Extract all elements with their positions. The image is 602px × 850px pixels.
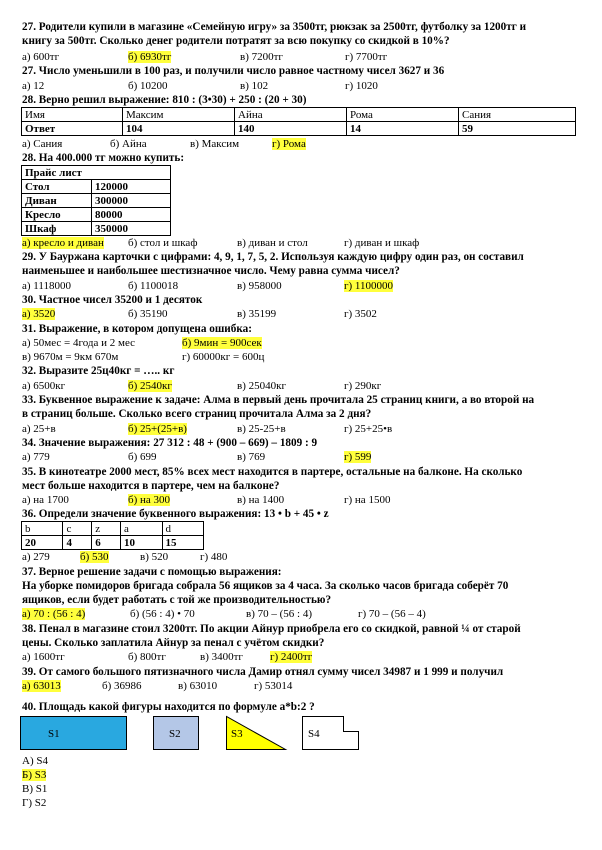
q28a-header: Имя	[22, 108, 123, 122]
q36-opt-d: г) 480	[200, 551, 228, 563]
q33-line1: 33. Буквенное выражение к задаче: Алма в первый день прочитала 25 страниц книги, а во второй на	[22, 394, 535, 406]
q28a-line1: 28. Верно решил выражение: 810 : (3•30) + 250 : (20 + 30)	[22, 94, 307, 106]
q35-line1: 35. В кинотеатре 2000 мест, 85% всех мест находится в партере, остальные на балконе. На сколько	[22, 466, 523, 478]
price-list-title: Прайс лист	[22, 166, 171, 180]
q35-opt-c: в) на 1400	[237, 494, 285, 506]
q35-opt-b: б) на 300	[128, 494, 171, 506]
q29-opt-b: б) 1100018	[128, 280, 179, 292]
q35-opt-d: г) на 1500	[344, 494, 391, 506]
price-item-value: 300000	[92, 194, 171, 208]
q28b-opt-c: в) диван и стол	[237, 237, 308, 249]
price-item-value: 350000	[92, 222, 171, 236]
q27-opt-a: а) 600тг	[22, 51, 60, 63]
shape-s1-label: S1	[48, 728, 60, 740]
price-item-value: 120000	[92, 180, 171, 194]
q39-opt-d: г) 53014	[254, 680, 293, 692]
q28b-opt-b: б) стол и шкаф	[128, 237, 198, 249]
q32-opt-b: б) 2540кг	[128, 380, 172, 392]
q28a-opt-a: а) Сания	[22, 138, 63, 150]
price-item-name: Диван	[22, 194, 92, 208]
q27b-line1: 27. Число уменьшили в 100 раз, и получили число равное частному чисел 3627 и 36	[22, 65, 445, 77]
q36-header: c	[63, 522, 92, 536]
q28b-opt-d: г) диван и шкаф	[344, 237, 420, 249]
q28a-cell: 14	[347, 122, 459, 136]
q29-opt-a: а) 1118000	[22, 280, 71, 292]
q36-line1: 36. Определи значение буквенного выражения: 13 • b + 45 • z	[22, 508, 329, 520]
q28a-opt-b: б) Айна	[110, 138, 147, 150]
q27b-opt-a: а) 12	[22, 80, 45, 92]
price-item-value: 80000	[92, 208, 171, 222]
q34-opt-c: в) 769	[237, 451, 266, 463]
q27-line2: книгу за 500тг. Сколько денег родители потратят за всю покупку со скидкой в 10%?	[22, 35, 450, 47]
q35-line2: мест больше находится в партере, чем на балконе?	[22, 480, 280, 492]
q27b-opt-c: в) 102	[240, 80, 269, 92]
shape-s3-label: S3	[231, 728, 243, 740]
q29-line2: наименьшее и наибольшее шестизначное число. Чему равна сумма чисел?	[22, 265, 400, 277]
q31-line1: 31. Выражение, в котором допущена ошибка:	[22, 323, 252, 335]
shapes-figure	[20, 713, 395, 755]
shape-s4-label: S4	[308, 728, 320, 740]
q31-opt-a: а) 50мес = 4года и 2 мес	[22, 337, 136, 349]
q36-opt-c: в) 520	[140, 551, 169, 563]
q28a-opt-d: г) Рома	[272, 138, 306, 150]
q40-opt-c: В) S1	[22, 783, 48, 795]
q28a-table	[21, 107, 576, 136]
q38-line2: цены. Сколько заплатила Айнур за пенал с учётом скидки?	[22, 637, 325, 649]
q32-line1: 32. Выразите 25ц40кг = ….. кг	[22, 365, 175, 377]
q34-opt-b: б) 699	[128, 451, 157, 463]
q32-opt-d: г) 290кг	[344, 380, 382, 392]
q39-opt-c: в) 63010	[178, 680, 218, 692]
q31-opt-b: б) 9мин = 900сек	[182, 337, 262, 349]
price-item-name: Стол	[22, 180, 92, 194]
q31-opt-d: г) 60000кг = 600ц	[182, 351, 265, 363]
q38-opt-d: г) 2400тг	[270, 651, 313, 663]
q37-opt-a: а) 70 : (56 : 4)	[22, 608, 86, 620]
q36-cell: 15	[162, 536, 204, 550]
q28a-header: Сания	[459, 108, 576, 122]
q30-opt-d: г) 3502	[344, 308, 377, 320]
q36-table	[21, 521, 204, 550]
q28b-opt-a: а) кресло и диван	[22, 237, 104, 249]
q36-header: a	[121, 522, 162, 536]
q28a-cell: 104	[123, 122, 235, 136]
q38-line1: 38. Пенал в магазине стоил 3200тг. По акции Айнур приобрела его со скидкой, равной ¼ от старой	[22, 623, 521, 635]
q36-cell: 4	[63, 536, 92, 550]
q28a-opt-c: в) Максим	[190, 138, 240, 150]
q36-header: b	[22, 522, 63, 536]
price-list-table	[21, 165, 171, 236]
q38-opt-c: в) 3400тг	[200, 651, 243, 663]
q28a-header: Айна	[235, 108, 347, 122]
q39-opt-b: б) 36986	[102, 680, 142, 692]
q27b-opt-b: б) 10200	[128, 80, 168, 92]
q32-opt-a: а) 6500кг	[22, 380, 66, 392]
q36-opt-a: а) 279	[22, 551, 50, 563]
q37-line3: ящиков, если будет работать с той же производительностью?	[22, 594, 332, 606]
q33-line2: в страниц больше. Сколько всего страниц прочитала Алма за 2 дня?	[22, 408, 372, 420]
q36-cell: 6	[92, 536, 121, 550]
q30-opt-b: б) 35190	[128, 308, 168, 320]
q27-opt-b: б) 6930тг	[128, 51, 172, 63]
q36-opt-b: б) 530	[80, 551, 109, 563]
q38-opt-b: б) 800тг	[128, 651, 166, 663]
q36-cell: 10	[121, 536, 162, 550]
q29-opt-c: в) 958000	[237, 280, 282, 292]
q40-line1: 40. Площадь какой фигуры находится по формуле а*b:2 ?	[22, 701, 315, 713]
q35-opt-a: а) на 1700	[22, 494, 69, 506]
q34-opt-a: а) 779	[22, 451, 50, 463]
q34-opt-d: г) 599	[344, 451, 372, 463]
q30-opt-a: а) 3520	[22, 308, 56, 320]
q27b-opt-d: г) 1020	[345, 80, 378, 92]
q27-line1: 27. Родители купили в магазине «Семейную игру» за 3500тг, рюкзак за 2500тг, футболку за 1200тг и	[22, 21, 527, 33]
shape-s2-label: S2	[169, 728, 181, 740]
q28a-cell: Ответ	[22, 122, 123, 136]
q28b-line1: 28. На 400.000 тг можно купить:	[22, 152, 185, 164]
q37-line2: На уборке помидоров бригада собрала 56 ящиков за 4 часа. За сколько часов бригада соберёт 70	[22, 580, 509, 592]
q40-opt-b: Б) S3	[22, 769, 47, 781]
q27-opt-c: в) 7200тг	[240, 51, 283, 63]
q36-header: z	[92, 522, 121, 536]
price-item-name: Кресло	[22, 208, 92, 222]
q38-opt-a: а) 1600тг	[22, 651, 65, 663]
q28a-cell: 140	[235, 122, 347, 136]
q33-opt-d: г) 25+25•в	[344, 423, 393, 435]
q36-cell: 20	[22, 536, 63, 550]
shape-s1	[21, 717, 127, 750]
q31-opt-c: в) 9670м = 9км 670м	[22, 351, 119, 363]
q28a-header: Максим	[123, 108, 235, 122]
q33-opt-b: б) 25+(25+в)	[128, 423, 187, 435]
q37-opt-d: г) 70 – (56 – 4)	[358, 608, 426, 620]
q36-header: d	[162, 522, 204, 536]
q37-opt-c: в) 70 – (56 : 4)	[246, 608, 312, 620]
price-item-name: Шкаф	[22, 222, 92, 236]
q29-opt-d: г) 1100000	[344, 280, 394, 292]
q28a-header: Рома	[347, 108, 459, 122]
q30-line1: 30. Частное чисел 35200 и 1 десяток	[22, 294, 203, 306]
q30-opt-c: в) 35199	[237, 308, 277, 320]
q29-line1: 29. У Бауржана карточки с цифрами: 4, 9, 1, 7, 5, 2. Используя каждую цифру один раз, он составил	[22, 251, 524, 263]
q37-opt-b: б) (56 : 4) • 70	[130, 608, 195, 620]
q33-opt-a: а) 25+в	[22, 423, 56, 435]
q32-opt-c: в) 25040кг	[237, 380, 286, 392]
q39-line1: 39. От самого большого пятизначного числа Дамир отнял сумму чисел 34987 и 1 999 и получил	[22, 666, 504, 678]
q27-opt-d: г) 7700тг	[345, 51, 388, 63]
q28a-cell: 59	[459, 122, 576, 136]
q40-opt-a: А) S4	[22, 755, 48, 767]
q34-line1: 34. Значение выражения: 27 312 : 48 + (900 – 669) – 1809 : 9	[22, 437, 318, 449]
q40-opt-d: Г) S2	[22, 797, 47, 809]
q39-opt-a: а) 63013	[22, 680, 61, 692]
q33-opt-c: в) 25-25+в	[237, 423, 286, 435]
q37-line1: 37. Верное решение задачи с помощью выражения:	[22, 566, 282, 578]
